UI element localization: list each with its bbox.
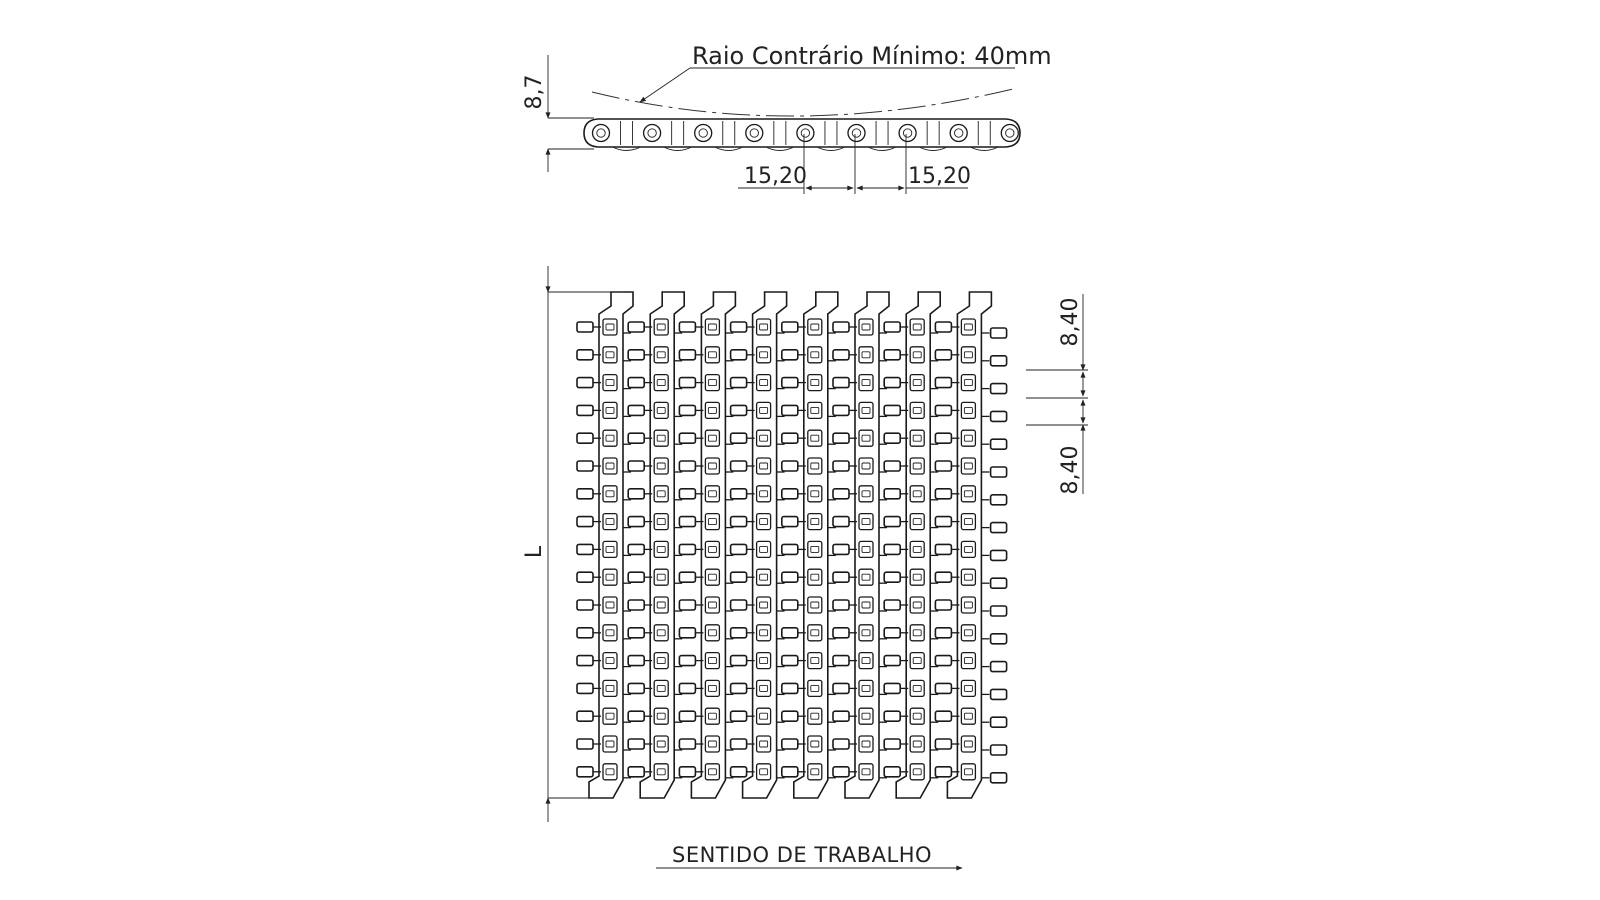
finger-left (628, 711, 644, 721)
finger-left (935, 405, 951, 415)
finger-left (884, 767, 900, 777)
finger-left (782, 433, 798, 443)
finger-left (833, 656, 849, 666)
finger-left (884, 489, 900, 499)
finger-left (628, 656, 644, 666)
finger-left (935, 572, 951, 582)
finger-left (628, 461, 644, 471)
finger-left (731, 656, 747, 666)
finger-left (628, 489, 644, 499)
finger-left (782, 628, 798, 638)
finger-left (628, 517, 644, 527)
finger-left (679, 433, 695, 443)
edge-finger (991, 662, 1007, 672)
finger-left (628, 322, 644, 332)
finger-left (782, 350, 798, 360)
finger-left (833, 517, 849, 527)
finger-left (577, 461, 593, 471)
direction-indicator (656, 843, 962, 868)
edge-finger (991, 689, 1007, 699)
finger-left (628, 572, 644, 582)
edge-finger (991, 745, 1007, 755)
finger-left (935, 628, 951, 638)
finger-left (577, 544, 593, 554)
finger-left (935, 517, 951, 527)
finger-left (679, 544, 695, 554)
finger-left (577, 656, 593, 666)
finger-left (628, 683, 644, 693)
finger-left (782, 517, 798, 527)
finger-left (679, 461, 695, 471)
edge-finger (991, 634, 1007, 644)
finger-left (628, 628, 644, 638)
edge-finger (991, 411, 1007, 421)
edge-finger (991, 550, 1007, 560)
finger-left (782, 767, 798, 777)
finger-left (833, 322, 849, 332)
finger-left (577, 600, 593, 610)
finger-left (577, 683, 593, 693)
belt-module (884, 292, 940, 798)
edge-finger (991, 578, 1007, 588)
finger-left (935, 711, 951, 721)
finger-left (679, 489, 695, 499)
finger-left (731, 405, 747, 415)
finger-left (884, 572, 900, 582)
finger-left (628, 350, 644, 360)
belt-module (833, 292, 889, 798)
finger-left (833, 739, 849, 749)
finger-left (577, 405, 593, 415)
finger-left (782, 656, 798, 666)
finger-left (628, 378, 644, 388)
finger-left (628, 433, 644, 443)
finger-left (833, 683, 849, 693)
finger-left (577, 378, 593, 388)
finger-left (833, 350, 849, 360)
finger-left (935, 600, 951, 610)
finger-left (731, 739, 747, 749)
belt-module (935, 292, 991, 798)
finger-left (679, 350, 695, 360)
finger-left (782, 711, 798, 721)
edge-finger (991, 356, 1007, 366)
finger-left (833, 711, 849, 721)
edge-finger (991, 495, 1007, 505)
finger-left (679, 405, 695, 415)
finger-left (731, 350, 747, 360)
finger-left (884, 322, 900, 332)
finger-left (833, 572, 849, 582)
finger-left (782, 461, 798, 471)
finger-left (782, 683, 798, 693)
finger-left (833, 405, 849, 415)
finger-left (884, 600, 900, 610)
finger-left (884, 517, 900, 527)
finger-left (833, 544, 849, 554)
length-label: L (522, 545, 547, 559)
finger-left (628, 544, 644, 554)
finger-left (679, 378, 695, 388)
finger-left (782, 378, 798, 388)
finger-left (679, 572, 695, 582)
edge-finger (991, 717, 1007, 727)
finger-left (935, 767, 951, 777)
finger-left (577, 489, 593, 499)
finger-left (935, 489, 951, 499)
finger-left (577, 739, 593, 749)
spacing-bottom-label: 8,40 (1058, 445, 1083, 495)
radius-leader-line (640, 68, 690, 102)
finger-left (731, 433, 747, 443)
edge-finger (991, 384, 1007, 394)
finger-left (577, 572, 593, 582)
finger-left (782, 572, 798, 582)
finger-left (577, 711, 593, 721)
finger-left (884, 683, 900, 693)
finger-left (833, 461, 849, 471)
finger-left (679, 739, 695, 749)
finger-left (935, 461, 951, 471)
belt-module (628, 292, 684, 798)
finger-left (833, 767, 849, 777)
finger-left (833, 489, 849, 499)
finger-left (884, 350, 900, 360)
finger-left (731, 600, 747, 610)
finger-left (884, 433, 900, 443)
finger-left (731, 767, 747, 777)
pitch-right-label: 15,20 (908, 164, 971, 189)
finger-left (731, 461, 747, 471)
finger-left (731, 544, 747, 554)
edge-finger (991, 439, 1007, 449)
finger-left (731, 683, 747, 693)
finger-left (628, 739, 644, 749)
belt-modules (577, 292, 1007, 798)
edge-finger (991, 606, 1007, 616)
height-dimension (522, 55, 594, 172)
edge-finger (991, 773, 1007, 783)
finger-left (935, 322, 951, 332)
finger-left (935, 350, 951, 360)
finger-left (731, 378, 747, 388)
finger-left (577, 350, 593, 360)
finger-left (884, 628, 900, 638)
finger-left (731, 322, 747, 332)
finger-left (884, 544, 900, 554)
finger-left (782, 600, 798, 610)
finger-left (833, 378, 849, 388)
finger-left (884, 405, 900, 415)
finger-left (679, 656, 695, 666)
finger-left (884, 378, 900, 388)
finger-left (833, 600, 849, 610)
finger-left (628, 600, 644, 610)
finger-left (782, 322, 798, 332)
finger-left (884, 711, 900, 721)
finger-left (935, 683, 951, 693)
radius-label: Raio Contrário Mínimo: 40mm (692, 42, 1052, 70)
finger-left (628, 405, 644, 415)
finger-left (731, 517, 747, 527)
finger-left (577, 517, 593, 527)
finger-left (782, 489, 798, 499)
finger-left (782, 405, 798, 415)
finger-left (731, 489, 747, 499)
finger-left (935, 433, 951, 443)
edge-finger (991, 467, 1007, 477)
finger-left (935, 739, 951, 749)
finger-left (782, 739, 798, 749)
finger-left (731, 572, 747, 582)
belt-module (679, 292, 735, 798)
finger-left (577, 433, 593, 443)
finger-left (731, 628, 747, 638)
finger-left (679, 683, 695, 693)
spacing-top-label: 8,40 (1058, 297, 1083, 347)
edge-finger (991, 523, 1007, 533)
height-label: 8,7 (522, 74, 547, 110)
finger-left (577, 628, 593, 638)
finger-left (935, 544, 951, 554)
belt-module (577, 292, 633, 798)
spacing-dimension (1026, 294, 1088, 494)
finger-left (935, 378, 951, 388)
edge-finger (991, 328, 1007, 338)
finger-left (679, 628, 695, 638)
belt-module (782, 292, 838, 798)
pitch-left-label: 15,20 (744, 164, 807, 189)
finger-left (679, 322, 695, 332)
finger-left (577, 322, 593, 332)
side-chain (584, 119, 1020, 151)
direction-label: SENTIDO DE TRABALHO (672, 843, 933, 867)
finger-left (884, 461, 900, 471)
finger-left (884, 739, 900, 749)
finger-left (731, 711, 747, 721)
finger-left (679, 711, 695, 721)
finger-left (833, 628, 849, 638)
finger-left (679, 517, 695, 527)
radius-arc (592, 88, 1017, 116)
finger-left (782, 544, 798, 554)
belt-module (731, 292, 787, 798)
finger-left (833, 433, 849, 443)
finger-left (935, 656, 951, 666)
finger-left (679, 600, 695, 610)
finger-left (679, 767, 695, 777)
top-view (522, 266, 1088, 822)
finger-left (577, 767, 593, 777)
side-view (522, 42, 1052, 194)
finger-left (628, 767, 644, 777)
finger-left (884, 656, 900, 666)
